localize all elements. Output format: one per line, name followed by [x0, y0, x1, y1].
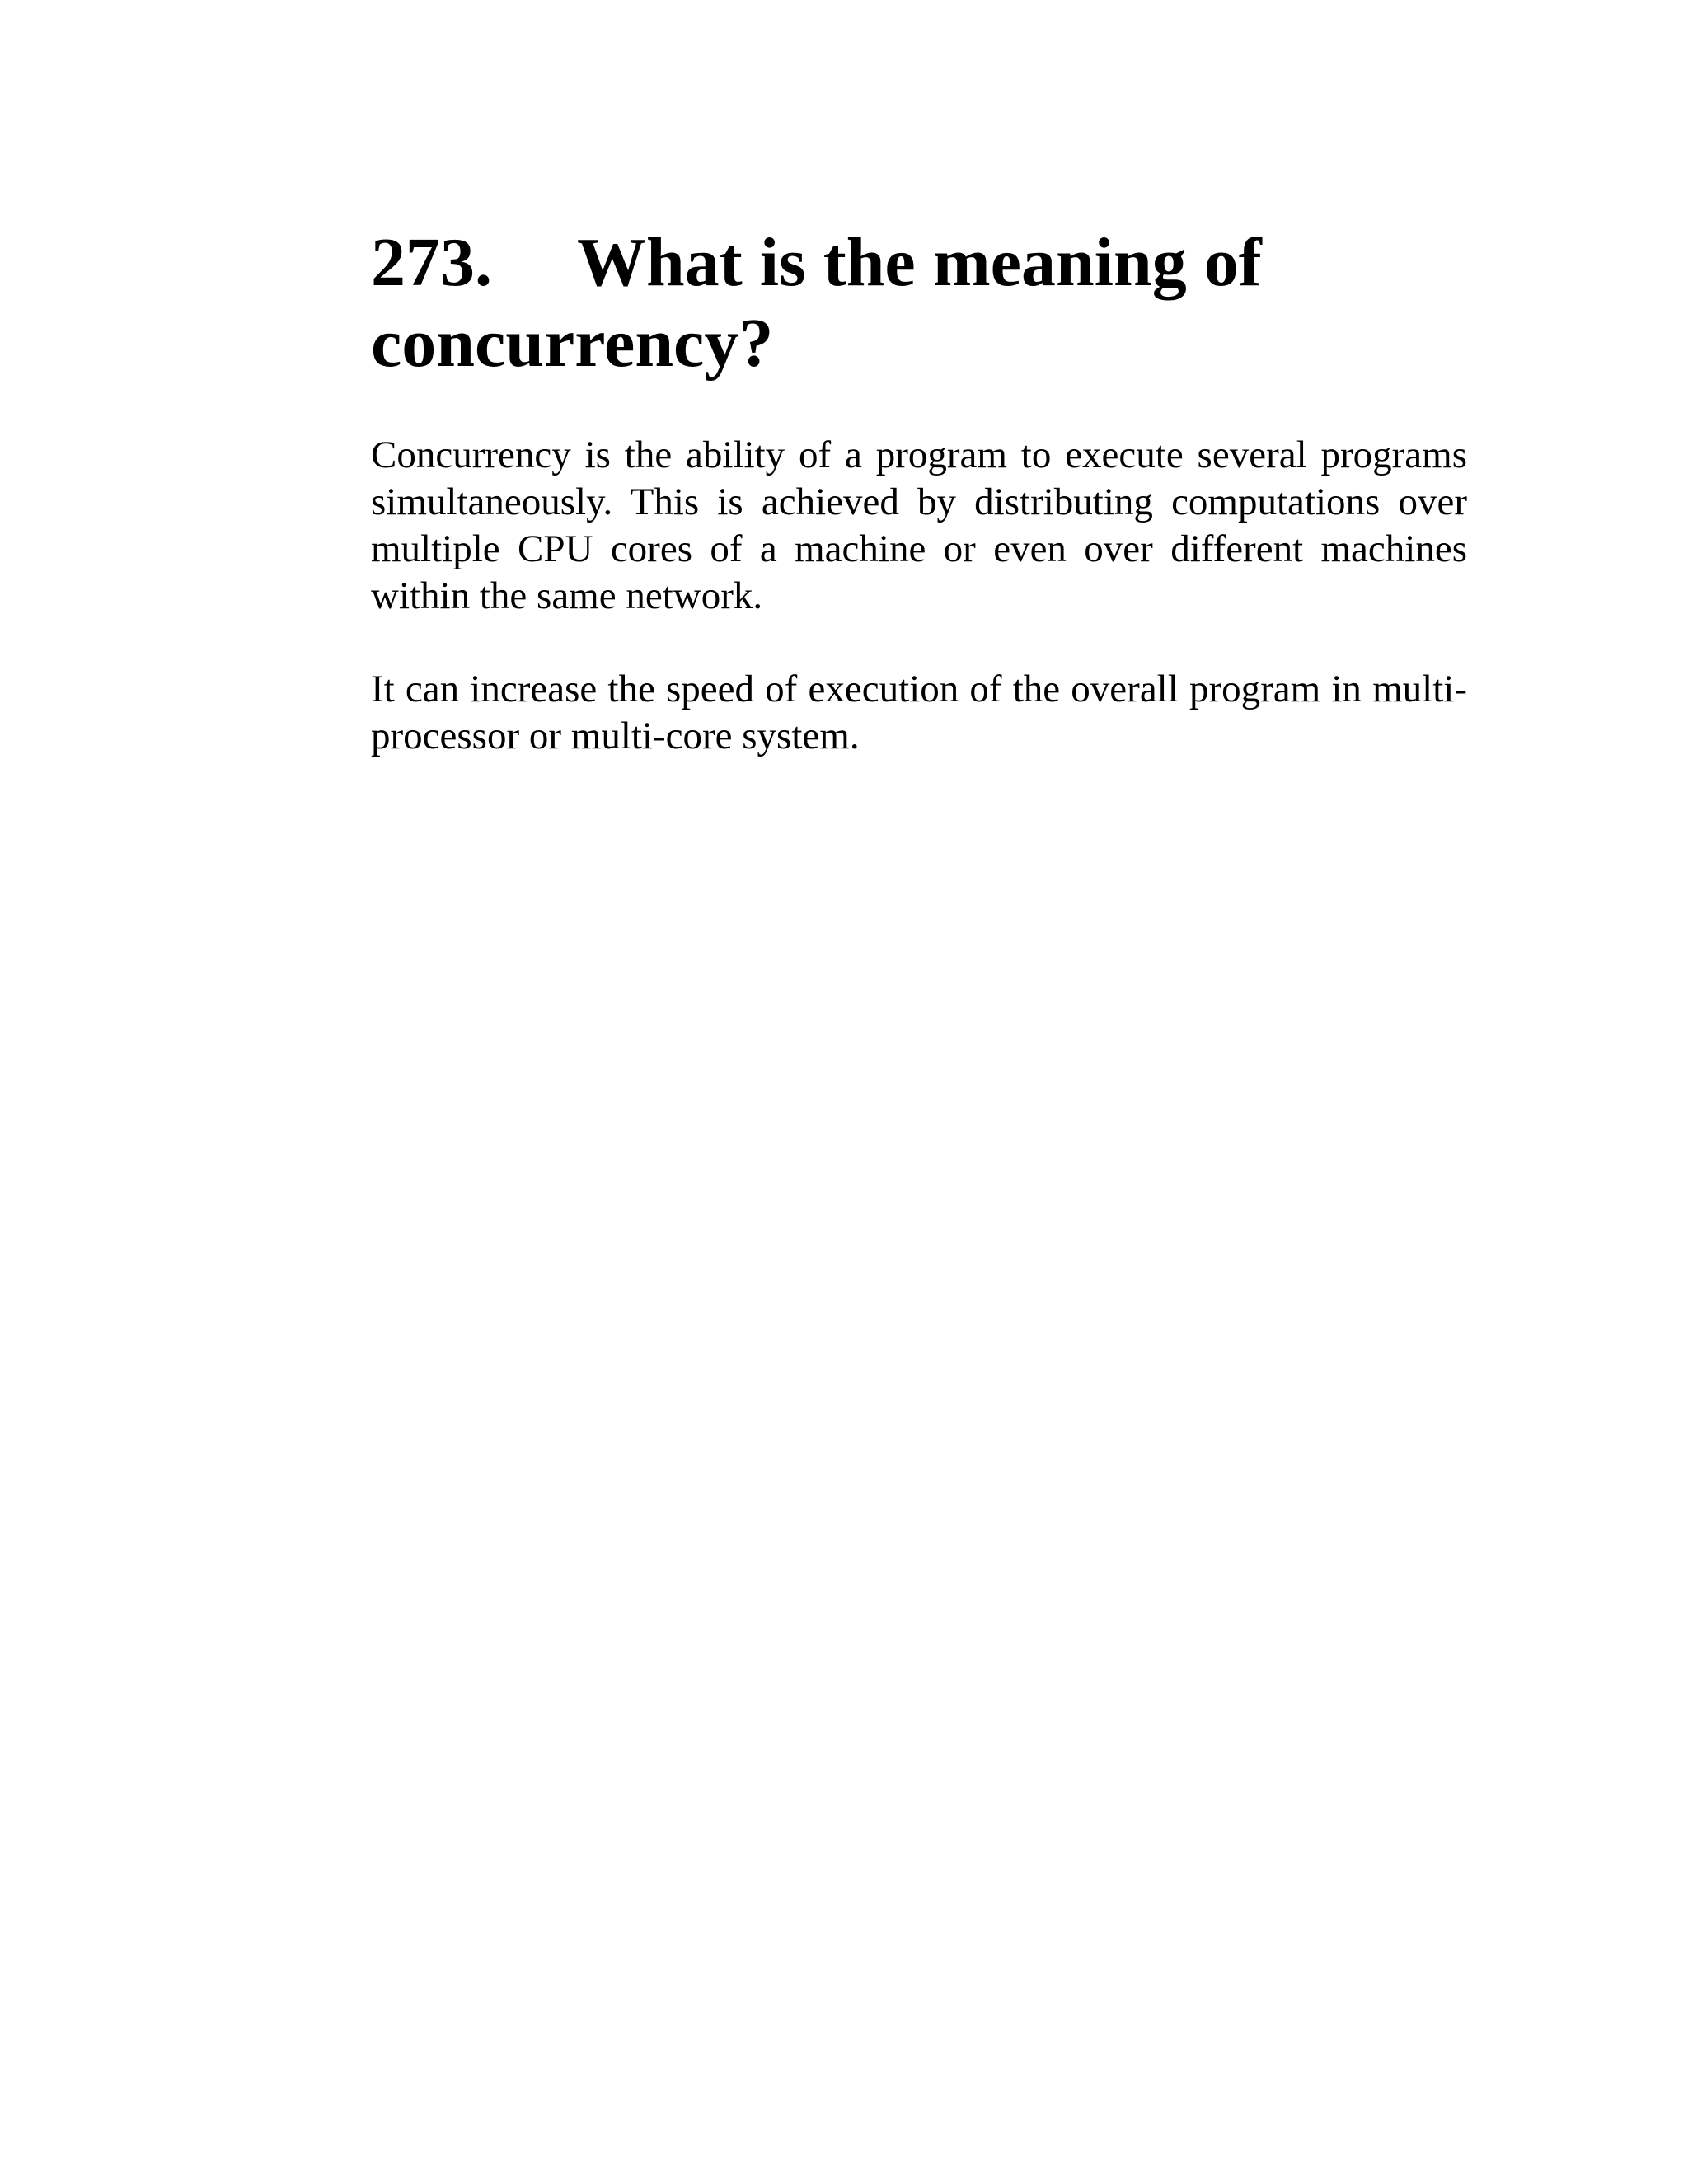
- question-number: 273.: [371, 224, 492, 301]
- answer-paragraph-2: It can increase the speed of execution of the overall program in multi-processor or multi-core system.: [371, 668, 1467, 757]
- question-title-line-1: What is the meaning of: [577, 224, 1262, 301]
- question-heading: [371, 223, 1467, 384]
- page-content: [371, 223, 1467, 806]
- answer-paragraph-1: Concurrency is the ability of a program to execute several programs simultaneously. This is achieved by distributing computations over multiple CPU cores of a machine or even over different machines within the same network.: [371, 434, 1467, 617]
- question-title-line-2: concurrency?: [371, 305, 774, 382]
